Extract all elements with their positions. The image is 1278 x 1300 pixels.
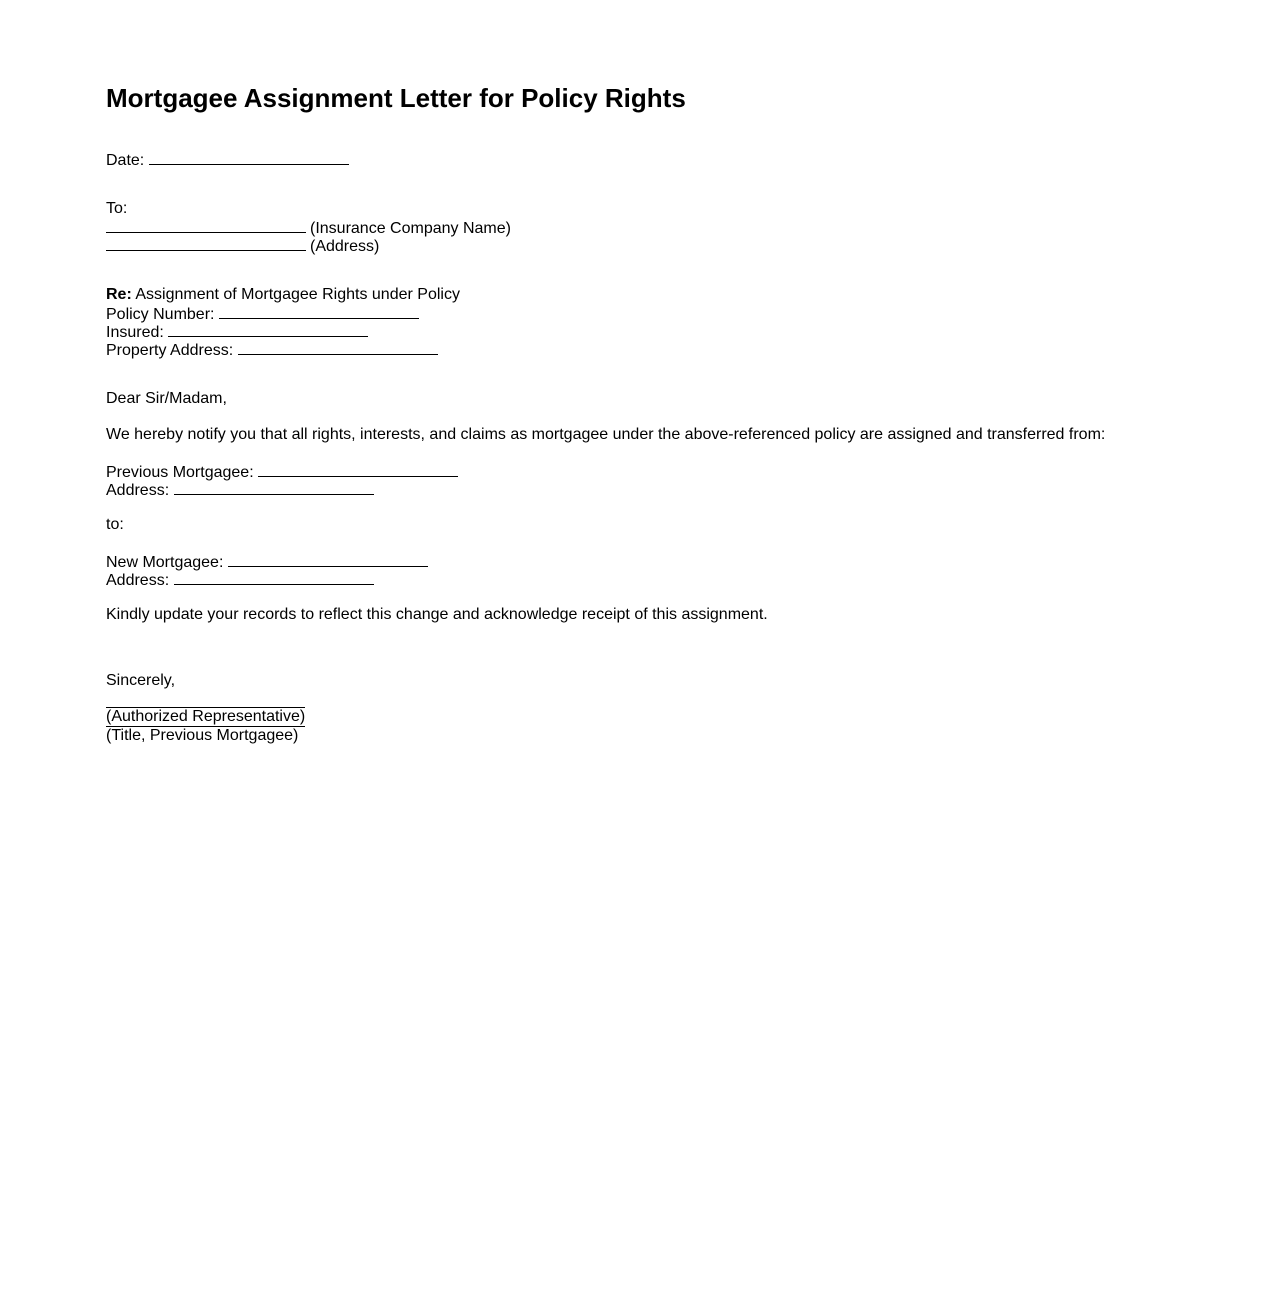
document-title: Mortgagee Assignment Letter for Policy Rights [106,83,686,113]
date-label: Date: [106,152,145,169]
policy-number-label: Policy Number: [106,306,215,323]
property-address-label: Property Address: [106,342,234,359]
company-name-hint: (Insurance Company Name) [310,220,511,237]
new-mortgagee-section [106,552,428,588]
re-label: Re: [106,286,132,303]
closing-request: Kindly update your records to reflect this change and acknowledge receipt of this assignment. [106,606,768,623]
new-mortgagee-blank[interactable] [228,552,428,567]
re-subject: Assignment of Mortgagee Rights under Policy [135,286,460,303]
signoff: Sincerely, [106,672,176,689]
signature-title-hint: (Title, Previous Mortgagee) [106,727,299,744]
company-name-blank[interactable] [106,218,306,233]
previous-mortgagee-section [106,462,458,498]
insured-label: Insured: [106,324,164,341]
to-label: To: [106,200,128,217]
date-section [106,150,349,168]
new-address-blank[interactable] [174,570,374,585]
signature-name-hint: (Authorized Representative) [106,708,306,725]
company-address-blank[interactable] [106,236,306,251]
salutation: Dear Sir/Madam, [106,390,227,407]
company-address-hint: (Address) [310,238,380,255]
date-blank[interactable] [149,150,349,165]
new-mortgagee-label: New Mortgagee: [106,554,224,571]
to-word: to: [106,516,124,533]
previous-mortgagee-blank[interactable] [258,462,458,477]
property-address-blank[interactable] [238,340,438,355]
reference-section [106,286,460,358]
new-address-label: Address: [106,572,170,589]
previous-address-blank[interactable] [174,480,374,495]
policy-number-blank[interactable] [219,304,419,319]
signature-line[interactable] [106,707,305,727]
previous-mortgagee-label: Previous Mortgagee: [106,464,254,481]
previous-address-label: Address: [106,482,170,499]
signature-block [106,707,305,745]
recipient-section [106,200,511,254]
body-intro: We hereby notify you that all rights, interests, and claims as mortgagee under the above-referenced policy are assigned and transferred from: [106,426,1106,443]
insured-blank[interactable] [168,322,368,337]
